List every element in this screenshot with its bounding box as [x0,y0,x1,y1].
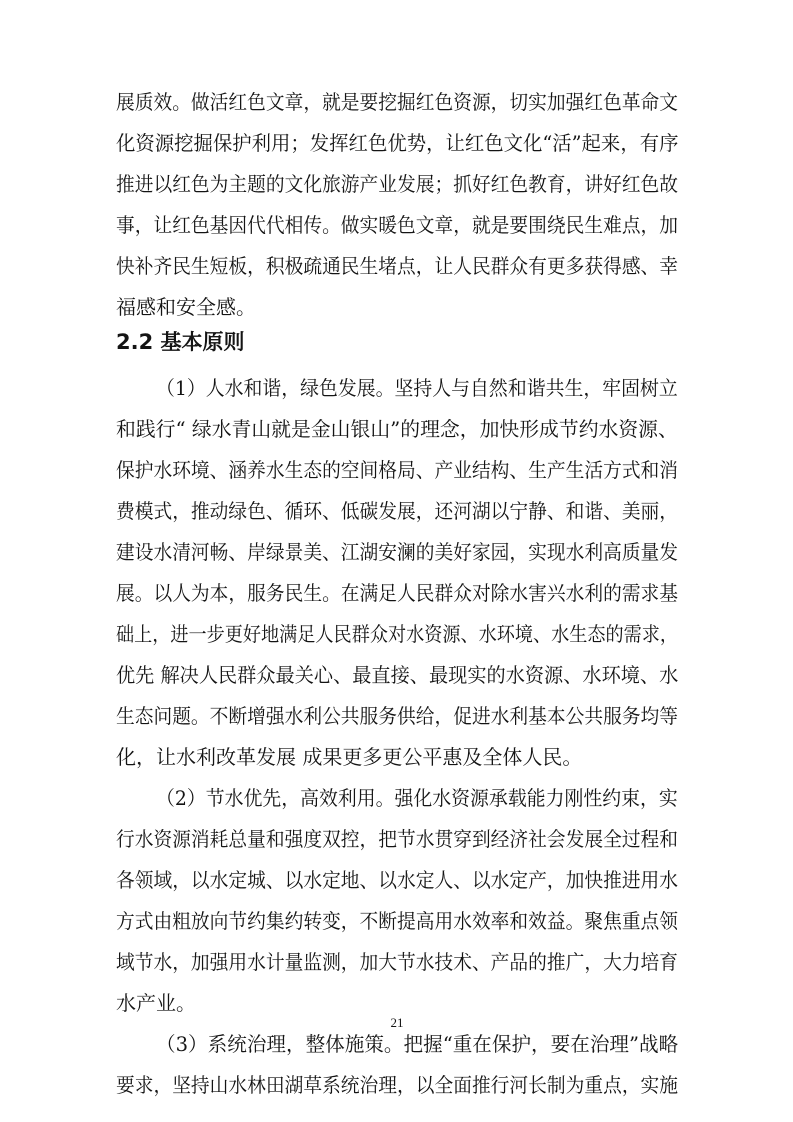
text-line: 和践行“ 绿水青山就是金山银山”的理念，加快形成节约水资源、 [116,417,678,441]
text-line: 各领域，以水定城、以水定地、以水定人、以水定产，加快推进用水 [116,868,679,892]
section-heading: 2.2 基本原则 [116,330,245,354]
text-line: 域节水，加强用水计量监测，加大节水技术、产品的推广，大力培育 [116,950,679,974]
text-line: 建设水清河畅、岸绿景美、江湖安澜的美好家园，实现水利高质量发 [116,540,679,564]
text-line: 优先 解决人民群众最关心、最直接、最现实的水资源、水环境、水 [116,663,679,687]
text-line: 生态问题。不断增强水利公共服务供给，促进水利基本公共服务均等 [116,704,679,728]
text-line: 福感和安全感。 [116,295,256,319]
text-line: 快补齐民生短板，积极疏通民生堵点，让人民群众有更多获得感、幸 [116,254,679,278]
text-line: 水产业。 [116,991,196,1015]
text-line: 事，让红色基因代代相传。做实暖色文章，就是要围绕民生难点，加 [116,213,679,237]
text-line: 行水资源消耗总量和强度双控，把节水贯穿到经济社会发展全过程和 [116,827,679,851]
text-line: 推进以红色为主题的文化旅游产业发展；抓好红色教育，讲好红色故 [116,172,679,196]
text-line: 化，让水利改革发展 成果更多更公平惠及全体人民。 [116,745,583,769]
text-line: 展。以人为本，服务民生。在满足人民群众对除水害兴水利的需求基 [116,581,679,605]
text-line: 保护水环境、涵养水生态的空间格局、产业结构、生产生活方式和消 [116,458,679,482]
text-line: （1）人水和谐，绿色发展。坚持人与自然和谐共生，牢固树立 [156,376,678,400]
text-line: （3）系统治理，整体施策。把握“重在保护，要在治理”战略 [156,1032,679,1056]
page-number: 21 [390,1015,404,1030]
text-line: 化资源挖掘保护利用；发挥红色优势，让红色文化“活”起来，有序 [116,131,679,155]
text-line: 方式由粗放向节约集约转变，不断提高用水效率和效益。聚焦重点领 [116,909,679,933]
text-line: 展质效。做活红色文章，就是要挖掘红色资源，切实加强红色革命文 [116,90,679,114]
text-line: （2）节水优先，高效利用。强化水资源承载能力刚性约束，实 [156,786,678,810]
text-line: 要求，坚持山水林田湖草系统治理，以全面推行河长制为重点，实施 [116,1073,679,1097]
text-line: 费模式，推动绿色、循环、低碳发展，还河湖以宁静、和谐、美丽， [116,499,679,523]
text-line: 础上，进一步更好地满足人民群众对水资源、水环境、水生态的需求， [116,622,679,646]
